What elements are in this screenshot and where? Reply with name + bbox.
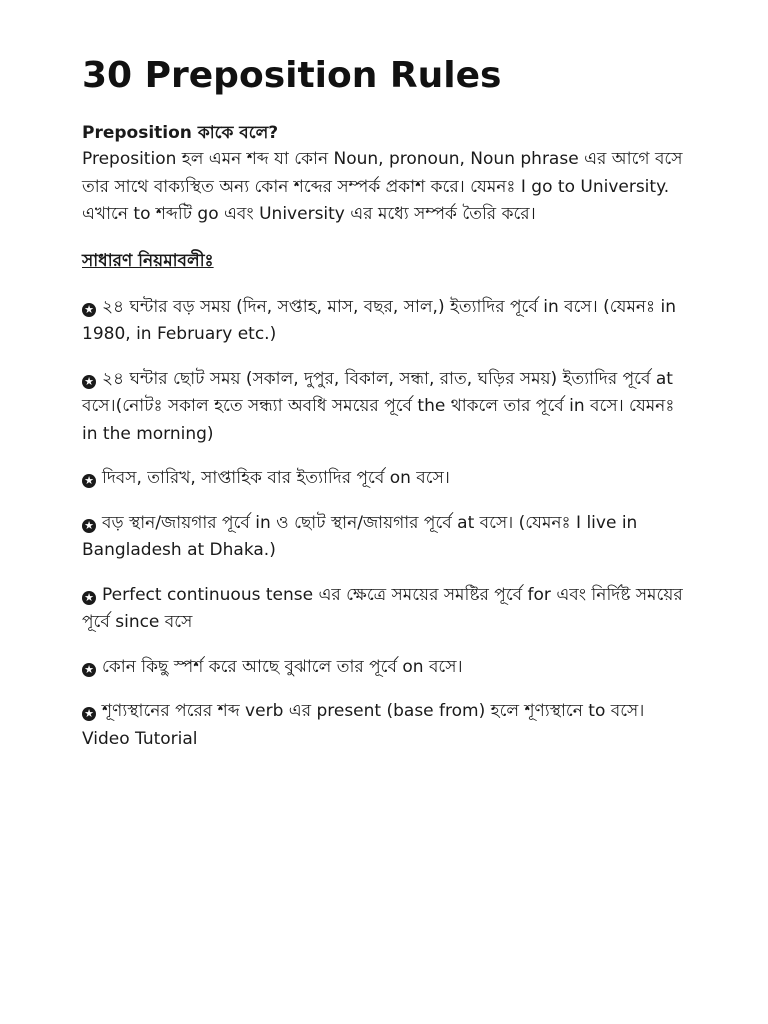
rule-item — [82, 366, 694, 449]
rule-text: শূণ্যস্থানের পরের শব্দ verb এর present (base from) হলে শূণ্যস্থানে to বসে। — [102, 701, 645, 721]
rule-item — [82, 294, 694, 349]
star-bullet-icon: ★ — [82, 519, 96, 533]
rules-list — [82, 294, 694, 726]
star-bullet-icon: ★ — [82, 303, 96, 317]
rule-text: ২৪ ঘন্টার বড় সময় (দিন, সপ্তাহ, মাস, বছর, সাল,) ইত্যাদির পূর্বে in বসে। (যেমনঃ in 1980, in February etc.) — [82, 296, 677, 344]
rule-item — [82, 654, 694, 682]
page-title: 30 Preposition Rules — [82, 55, 502, 96]
rule-text: কোন কিছু স্পর্শ করে আছে বুঝালে তার পূর্বে on বসে। — [102, 656, 463, 677]
video-tutorial-label: Video Tutorial — [82, 728, 198, 749]
rule-text: বড় স্থান/জায়গার পূর্বে in ও ছোট স্থান/জায়গার পূর্বে at বসে। (যেমনঃ I live in Bangladesh at Dhaka.) — [82, 512, 638, 560]
definition-paragraph: Preposition হল এমন শব্দ যা কোন Noun, pronoun, Noun phrase এর আগে বসে তার সাথে বাক্যস্থিত অন্য কোন শব্দের সম্পর্ক প্রকাশ করে। যেমনঃ I go to University. এখানে to শব্দটি go এবং University এর মধ্যে সম্পর্ক তৈরি করে। — [82, 149, 683, 224]
star-bullet-icon: ★ — [82, 591, 96, 605]
star-bullet-icon: ★ — [82, 663, 96, 677]
rule-item — [82, 698, 694, 726]
definition-question: Preposition কাকে বলে? — [82, 123, 279, 143]
star-bullet-icon: ★ — [82, 375, 96, 389]
star-bullet-icon: ★ — [82, 707, 96, 721]
rule-item — [82, 465, 694, 493]
rule-item — [82, 582, 694, 637]
document-page — [82, 52, 694, 753]
star-bullet-icon: ★ — [82, 474, 96, 488]
rule-item — [82, 510, 694, 565]
rule-text: দিবস, তারিখ, সাপ্তাহিক বার ইত্যাদির পূর্বে on বসে। — [102, 468, 450, 488]
general-rules-heading: সাধারণ নিয়মাবলীঃ — [82, 250, 214, 271]
rule-text: ২৪ ঘন্টার ছোট সময় (সকাল, দুপুর, বিকাল, সন্ধা, রাত, ঘড়ির সময়) ইত্যাদির পূর্বে at বসে।(নোটঃ সকাল হতে সন্ধ্যা অবধি সময়ের পূর্বে the থাকলে তার পূর্বে in বসে। যেমনঃ in the morning) — [82, 368, 675, 444]
rule-text: Perfect continuous tense এর ক্ষেত্রে সময়ের সমষ্টির পূর্বে for এবং নির্দিষ্ট সময়ের পূর্বে since বসে — [82, 584, 683, 632]
